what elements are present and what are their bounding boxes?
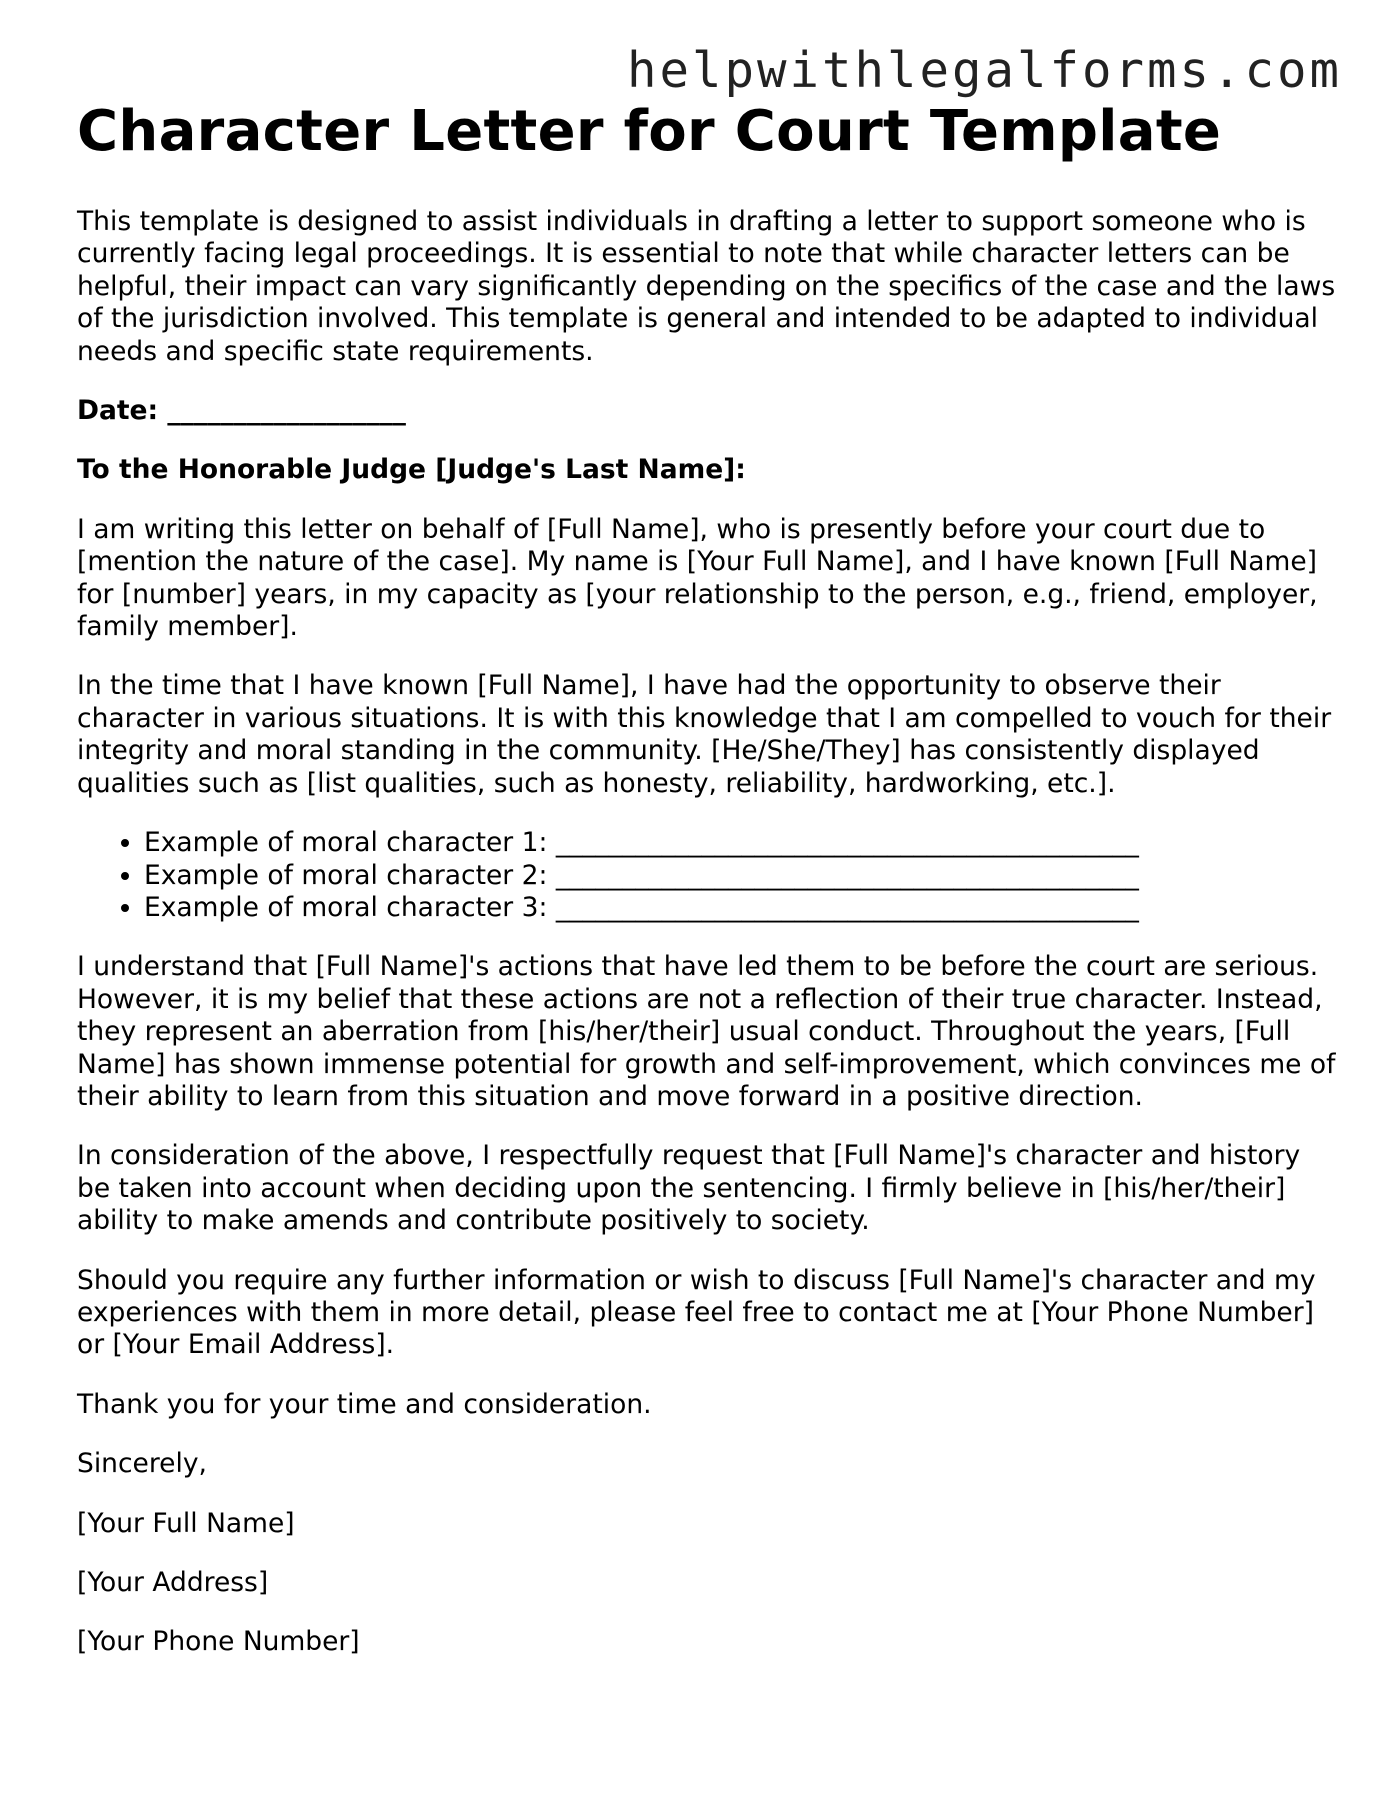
body-paragraph-introduction: I am writing this letter on behalf of [Full Name], who is presently before your court due to [mention the nature of the case]. My name is [Your Full Name], and I have known [Full Name] for [number] years, in my capacity as [your relationship to the person, e.g., friend, employer, family member]. [77,513,1318,643]
body-paragraph-request: In consideration of the above, I respectfully request that [Full Name]'s character and history be taken into account when deciding upon the sentencing. I firmly believe in [his/her/their] ability to make amends and contribute positively to society. [77,1140,1301,1237]
list-item: • Example of moral character 2: ____________________________________________ [144,860,1337,892]
letter-template-document [77,97,1337,1659]
intro-paragraph: This template is designed to assist individuals in drafting a letter to support someone who is currently facing legal proceedings. It is essential to note that while character letters can be helpful, their impact can vary significantly depending on the specifics of the case and the laws of the jurisdiction involved. This template is general and intended to be adapted to individual needs and specific state requirements. [77,206,1336,367]
closing-signoff: Sincerely, [77,1448,207,1480]
signature-name: [Your Full Name] [77,1507,295,1539]
body-paragraph-character: In the time that I have known [Full Name], I have had the opportunity to observe their character in various situations. It is with this knowledge that I am compelled to vouch for their integrity and moral standing in the community. [He/She/They] has consistently displayed qualities such as [list qualities, such as honesty, reliability, hardworking, etc.]. [77,670,1332,799]
date-field-line: Date: __________________ [77,395,406,427]
list-item: • Example of moral character 1: ____________________________________________ [144,827,1337,859]
body-paragraph-actions: I understand that [Full Name]'s actions that have led them to be before the court are serious. However, it is my belief that these actions are not a reflection of their true character. Instead, they represent an aberration from [his/her/their] usual conduct. Throughout the years, [Full Name] has shown immense potential for growth and self-improvement, which convinces me of their ability to learn from this situation and move forward in a positive direction. [77,951,1336,1112]
site-watermark: helpwithlegalforms.com [626,42,1342,99]
closing-thanks: Thank you for your time and consideration. [77,1388,652,1420]
page-title: Character Letter for Court Template [77,99,1222,164]
salutation: To the Honorable Judge [Judge's Last Name]: [77,454,746,486]
signature-address: [Your Address] [77,1567,269,1598]
moral-character-examples-list [77,827,1337,924]
list-item: • Example of moral character 3: ____________________________________________ [144,892,1337,924]
body-paragraph-contact: Should you require any further information or wish to discuss [Full Name]'s character and my experiences with them in more detail, please feel free to contact me at [Your Phone Number] or [Your Email Address]. [77,1264,1316,1361]
signature-phone: [Your Phone Number] [77,1626,360,1658]
